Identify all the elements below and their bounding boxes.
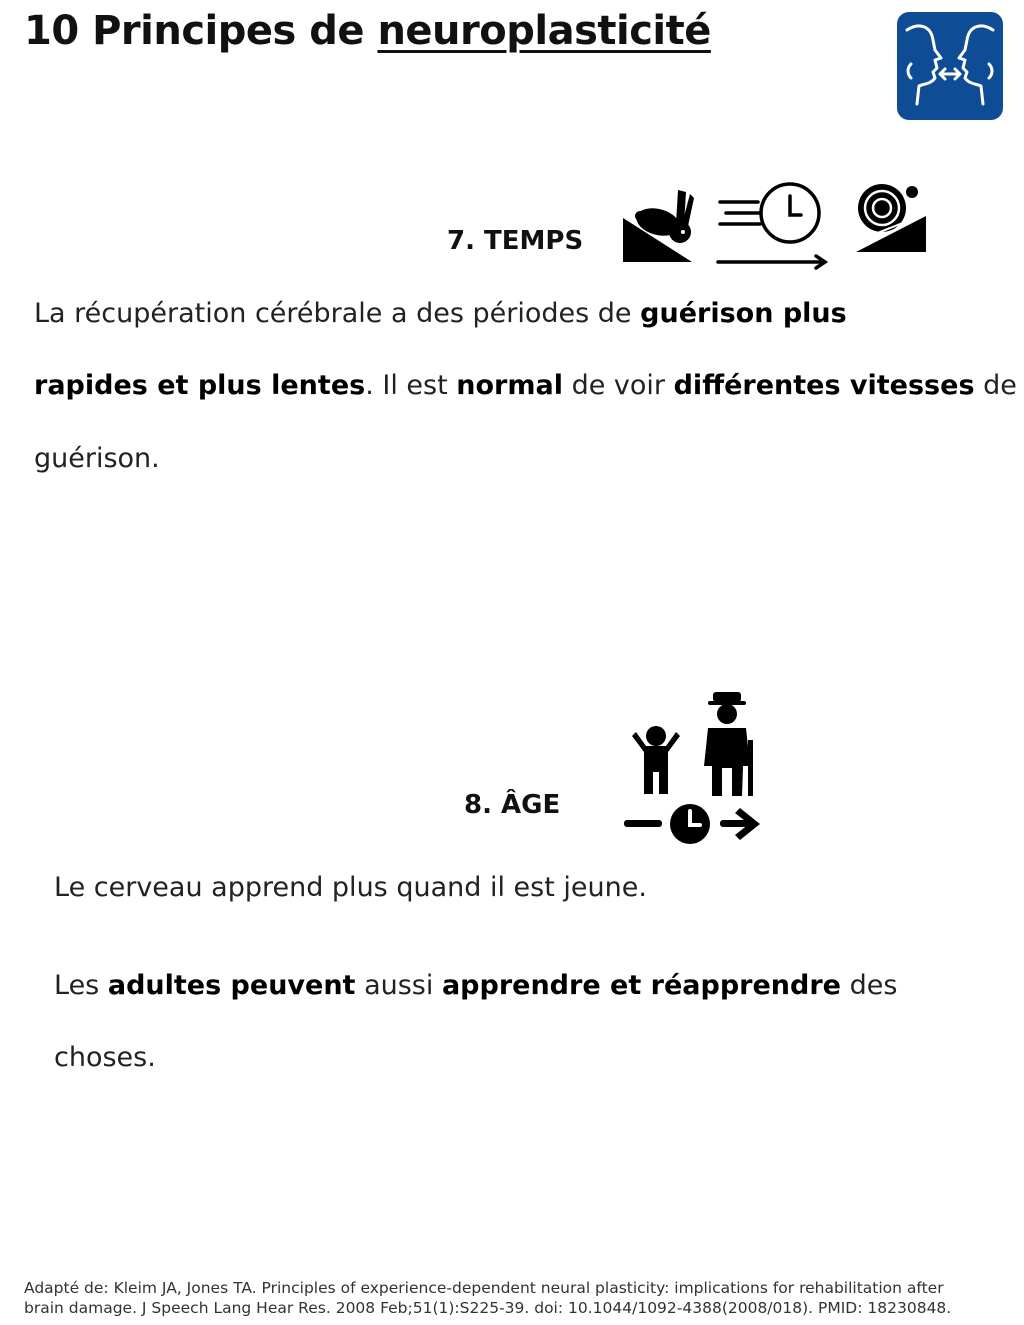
bold-text: adultes peuvent — [107, 970, 356, 1001]
text: . Il est — [365, 370, 448, 401]
bold-text: apprendre et réapprendre — [441, 970, 841, 1001]
section-7-icons — [620, 180, 930, 270]
section-8-sentence-1: Le cerveau apprend plus quand il est jeune. — [54, 872, 647, 903]
text: aussi — [364, 970, 434, 1001]
page-title — [24, 8, 711, 54]
bold-text: rapides et plus lentes — [34, 370, 366, 401]
bold-text: guérison plus — [640, 298, 847, 329]
rabbit-icon — [623, 190, 694, 262]
text: Les — [54, 970, 100, 1001]
section-7-line-2 — [34, 370, 1017, 401]
section-8-heading: 8. ÂGE — [464, 790, 561, 820]
child-elder-timeline-icon — [622, 690, 764, 850]
title-underlined: neuroplasticité — [377, 8, 711, 54]
bold-text: normal — [456, 370, 563, 401]
section-8-line-3: choses. — [54, 1042, 156, 1073]
clock-speed-icon — [718, 184, 825, 268]
citation-footer — [24, 1278, 951, 1318]
text: des — [849, 970, 898, 1001]
title-prefix: 10 Principes de — [24, 8, 364, 54]
section-7-line-3: guérison. — [34, 443, 160, 474]
section-7-line-1 — [34, 298, 847, 329]
text: de — [983, 370, 1017, 401]
section-8-line-2 — [54, 970, 897, 1001]
text: de voir — [571, 370, 666, 401]
citation-line-2: brain damage. J Speech Lang Hear Res. 2008 Feb;51(1):S225-39. doi: 10.1044/1092-4388(2008/018). PMID: 18230848. — [24, 1299, 952, 1317]
faces-communication-icon — [897, 12, 1003, 120]
bold-text: différentes vitesses — [673, 370, 975, 401]
text: La récupération cérébrale a des périodes de — [34, 298, 632, 329]
citation-line-1: Adapté de: Kleim JA, Jones TA. Principles of experience-dependent neural plasticity: implications for rehabilitation after — [24, 1279, 944, 1297]
section-7-heading: 7. TEMPS — [447, 226, 584, 256]
snail-icon — [856, 184, 926, 252]
